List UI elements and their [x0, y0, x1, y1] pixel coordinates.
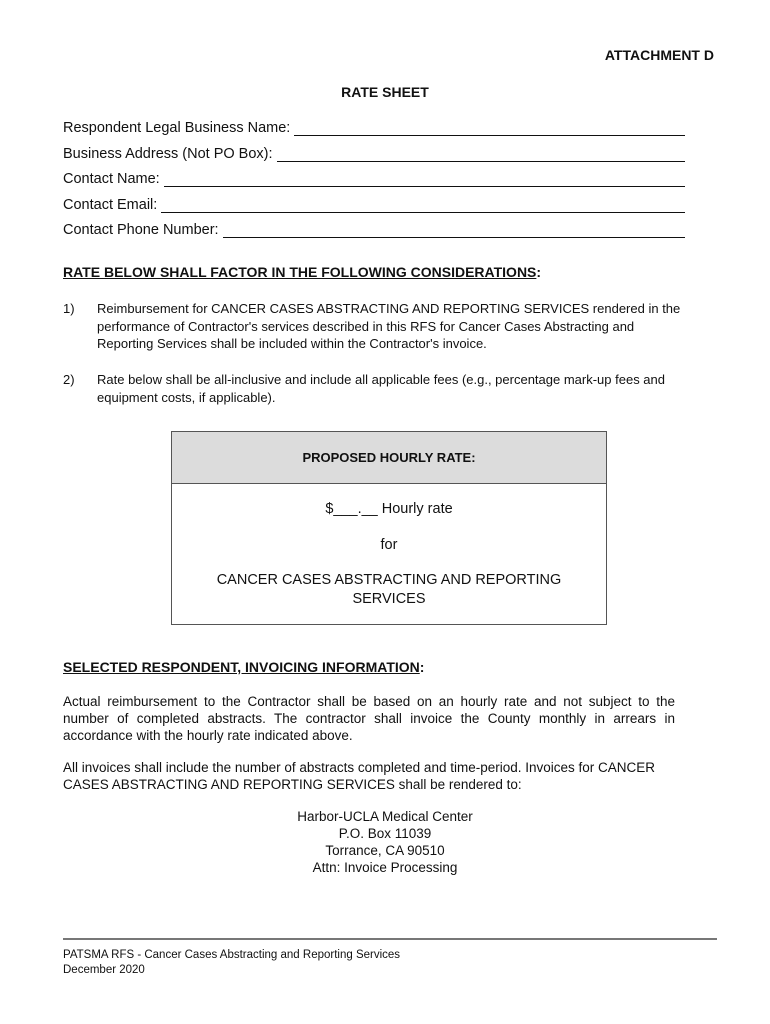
considerations-heading-text: RATE BELOW SHALL FACTOR IN THE FOLLOWING CONSIDERATIONS [63, 264, 537, 280]
address-line-city: Torrance, CA 90510 [325, 843, 445, 858]
contact-email-input-line[interactable] [161, 196, 685, 213]
contact-name-label: Contact Name: [63, 171, 160, 187]
page-title: RATE SHEET [341, 84, 429, 100]
address-line-pobox: P.O. Box 11039 [338, 826, 432, 841]
page-footer [63, 948, 400, 978]
item-number: 1) [63, 301, 75, 316]
contact-email-label: Contact Email: [63, 197, 158, 213]
consideration-item [63, 300, 685, 353]
rate-service-line1: CANCER CASES ABSTRACTING AND REPORTING [216, 572, 562, 588]
business-address-label: Business Address (Not PO Box): [63, 146, 273, 162]
considerations-heading-colon: : [536, 264, 542, 280]
business-name-input-line[interactable] [294, 119, 685, 136]
contact-name-field [63, 167, 685, 187]
invoicing-heading-text: SELECTED RESPONDENT, INVOICING INFORMATION [63, 659, 420, 675]
contact-phone-label: Contact Phone Number: [63, 222, 219, 238]
address-line-attn: Attn: Invoice Processing [312, 860, 458, 875]
proposed-rate-table [171, 431, 607, 625]
business-address-field [63, 142, 685, 162]
item-number: 2) [63, 372, 75, 387]
invoicing-paragraph-1: Actual reimbursement to the Contractor shall be based on an hourly rate and not subject to the number of completed abstracts. The contractor shall invoice the County monthly in arrears in accordance with the hourly rate indicated above. [63, 694, 675, 743]
address-line-org: Harbor-UCLA Medical Center [297, 809, 473, 824]
footer-line1: PATSMA RFS - Cancer Cases Abstracting and Reporting Services [63, 949, 401, 961]
rate-service-line2: SERVICES [352, 591, 426, 607]
attachment-label: ATTACHMENT D [604, 47, 714, 63]
contact-phone-field [63, 218, 685, 238]
item-text: Reimbursement for CANCER CASES ABSTRACTING AND REPORTING SERVICES rendered in the performance of Contractor's services described in this RFS for Cancer Cases Abstracting and Reporting Services shall be included within the Contractor's invoice. [97, 301, 681, 351]
item-text: Rate below shall be all-inclusive and include all applicable fees (e.g., percentage mark-up fees and equipment costs, if applicable). [97, 372, 666, 405]
business-address-input-line[interactable] [277, 145, 685, 162]
contact-phone-input-line[interactable] [223, 221, 685, 238]
business-name-field [63, 116, 685, 136]
invoicing-heading [63, 659, 424, 675]
hourly-rate-entry[interactable]: $___.__ Hourly rate [325, 501, 453, 517]
footer-divider [63, 938, 717, 940]
consideration-item [63, 371, 685, 406]
invoicing-heading-colon: : [419, 659, 425, 675]
rate-for-text: for [380, 537, 398, 553]
rate-table-header: PROPOSED HOURLY RATE: [172, 432, 606, 484]
considerations-heading [63, 264, 541, 280]
invoice-address [0, 808, 770, 876]
contact-email-field [63, 193, 685, 213]
invoicing-paragraph-2: All invoices shall include the number of abstracts completed and time-period. Invoices for CANCER CASES ABSTRACTING AND REPORTING SERVICES shall be rendered to: [63, 760, 656, 792]
contact-name-input-line[interactable] [164, 170, 685, 187]
business-name-label: Respondent Legal Business Name: [63, 120, 291, 136]
footer-line2: December 2020 [63, 964, 145, 976]
